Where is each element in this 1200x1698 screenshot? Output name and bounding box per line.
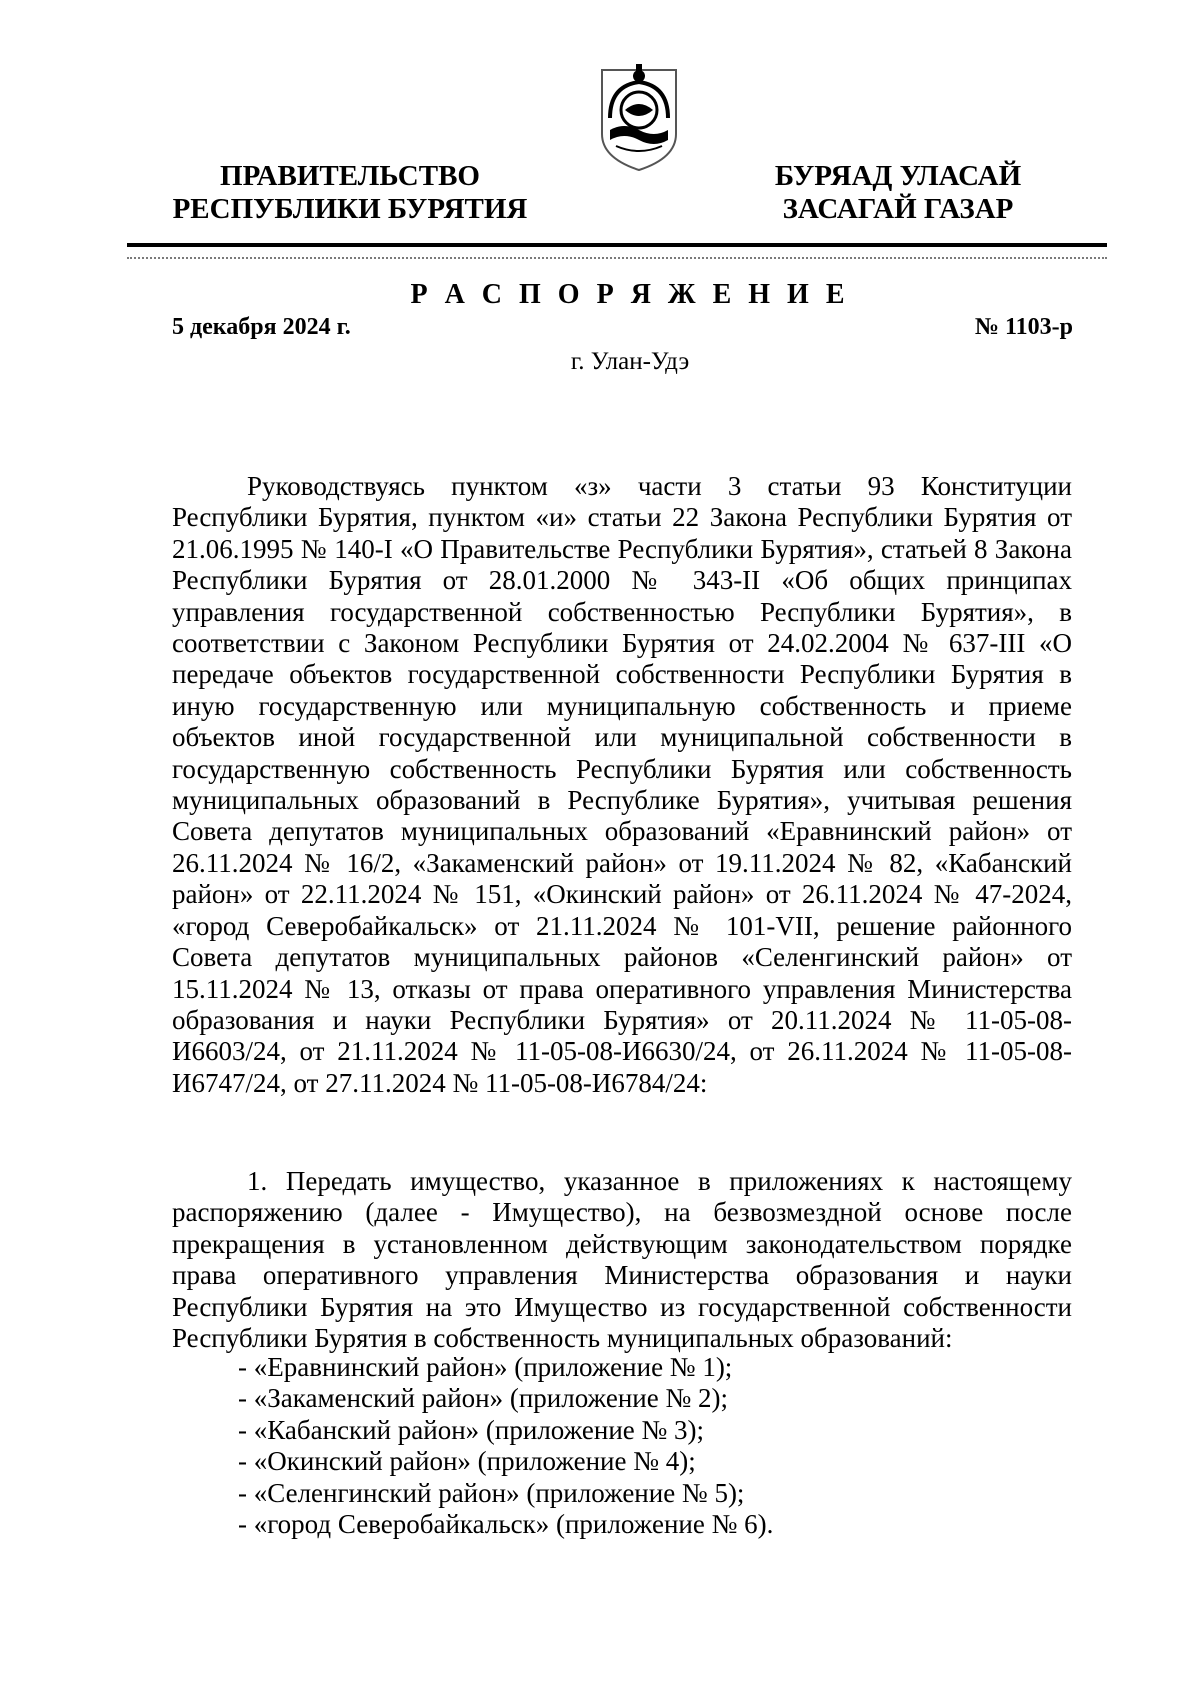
issuer-buryat-line2: ЗАСАГАЙ ГАЗАР bbox=[782, 193, 1014, 225]
header-divider-dotted bbox=[127, 257, 1107, 259]
document-date: 5 декабря 2024 г. bbox=[172, 314, 351, 340]
header-divider bbox=[127, 243, 1107, 247]
list-item: - «Селенгинский район» (приложение № 5); bbox=[238, 1477, 745, 1508]
list-item: - «город Северобайкальск» (приложение № 6). bbox=[238, 1509, 774, 1540]
document-number: № 1103-р bbox=[974, 314, 1073, 340]
issuer-name-russian bbox=[160, 160, 540, 226]
list-item: - «Еравнинский район» (приложение № 1); bbox=[238, 1352, 733, 1382]
item-1-paragraph: 1. Передать имущество, указанное в приложениях к настоящему распоряжению (далее - Имущество), на безвозмездной основе после прекращения в установленном действующим законодательством порядке права оперативного управления Министерства образования и науки Республики Бурятия на это Имущество из государственной собственности Республики Бурятия в собственность муниципальных образований: bbox=[172, 1166, 1072, 1354]
list-item: - «Закаменский район» (приложение № 2); bbox=[238, 1383, 728, 1414]
coat-of-arms-icon bbox=[596, 58, 682, 174]
document-city: г. Улан-Удэ bbox=[570, 348, 690, 375]
issuer-russian-line1: ПРАВИТЕЛЬСТВО bbox=[220, 160, 480, 192]
issuer-russian-line2: РЕСПУБЛИКИ БУРЯТИЯ bbox=[172, 193, 528, 225]
issuer-name-buryat bbox=[738, 160, 1058, 226]
preamble-paragraph: Руководствуясь пунктом «з» части 3 статьи 93 Конституции Республики Бурятия, пунктом «и» статьи 22 Закона Республики Бурятия от 21.06.1995 № 140-I «О Правительстве Республики Бурятия», статьей 8 Закона Республики Бурятия от 28.01.2000 № 343-II «Об общих принципах управления государственной собственностью Республики Бурятия», в соответствии с Законом Республики Бурятия от 24.02.2004 № 637-III «О передаче объектов государственной собственности Республики Бурятия в иную государственную или муниципальную собственность и приеме объектов иной государственной или муниципальной собственности в государственную собственность Республики Бурятия или собственность муниципальных образований в Республике Бурятия», учитывая решения Совета депутатов муниципальных образований «Еравнинский район» от 26.11.2024 № 16/2, «Закаменский район» от 19.11.2024 № 82, «Кабанский район» от 22.11.2024 № 151, «Окинский район» от 26.11.2024 № 47-2024, «город Северобайкальск» от 21.11.2024 № 101-VII, решение районного Совета депутатов муниципальных районов «Селенгинский район» от 15.11.2024 № 13, отказы от права оперативного управления Министерства образования и науки Республики Бурятия» от 20.11.2024 № 11-05-08-И6603/24, от 21.11.2024 № 11-05-08-И6630/24, от 26.11.2024 № 11-05-08-И6747/24, от 27.11.2024 № 11-05-08-И6784/24: bbox=[172, 471, 1072, 1098]
recipients-list bbox=[238, 1352, 773, 1540]
list-item: - «Окинский район» (приложение № 4); bbox=[238, 1446, 696, 1477]
issuer-buryat-line1: БУРЯАД УЛАСАЙ bbox=[774, 160, 1022, 192]
document-type: Р А С П О Р Я Ж Е Н И Е bbox=[410, 279, 850, 310]
list-item: - «Кабанский район» (приложение № 3); bbox=[238, 1414, 705, 1445]
